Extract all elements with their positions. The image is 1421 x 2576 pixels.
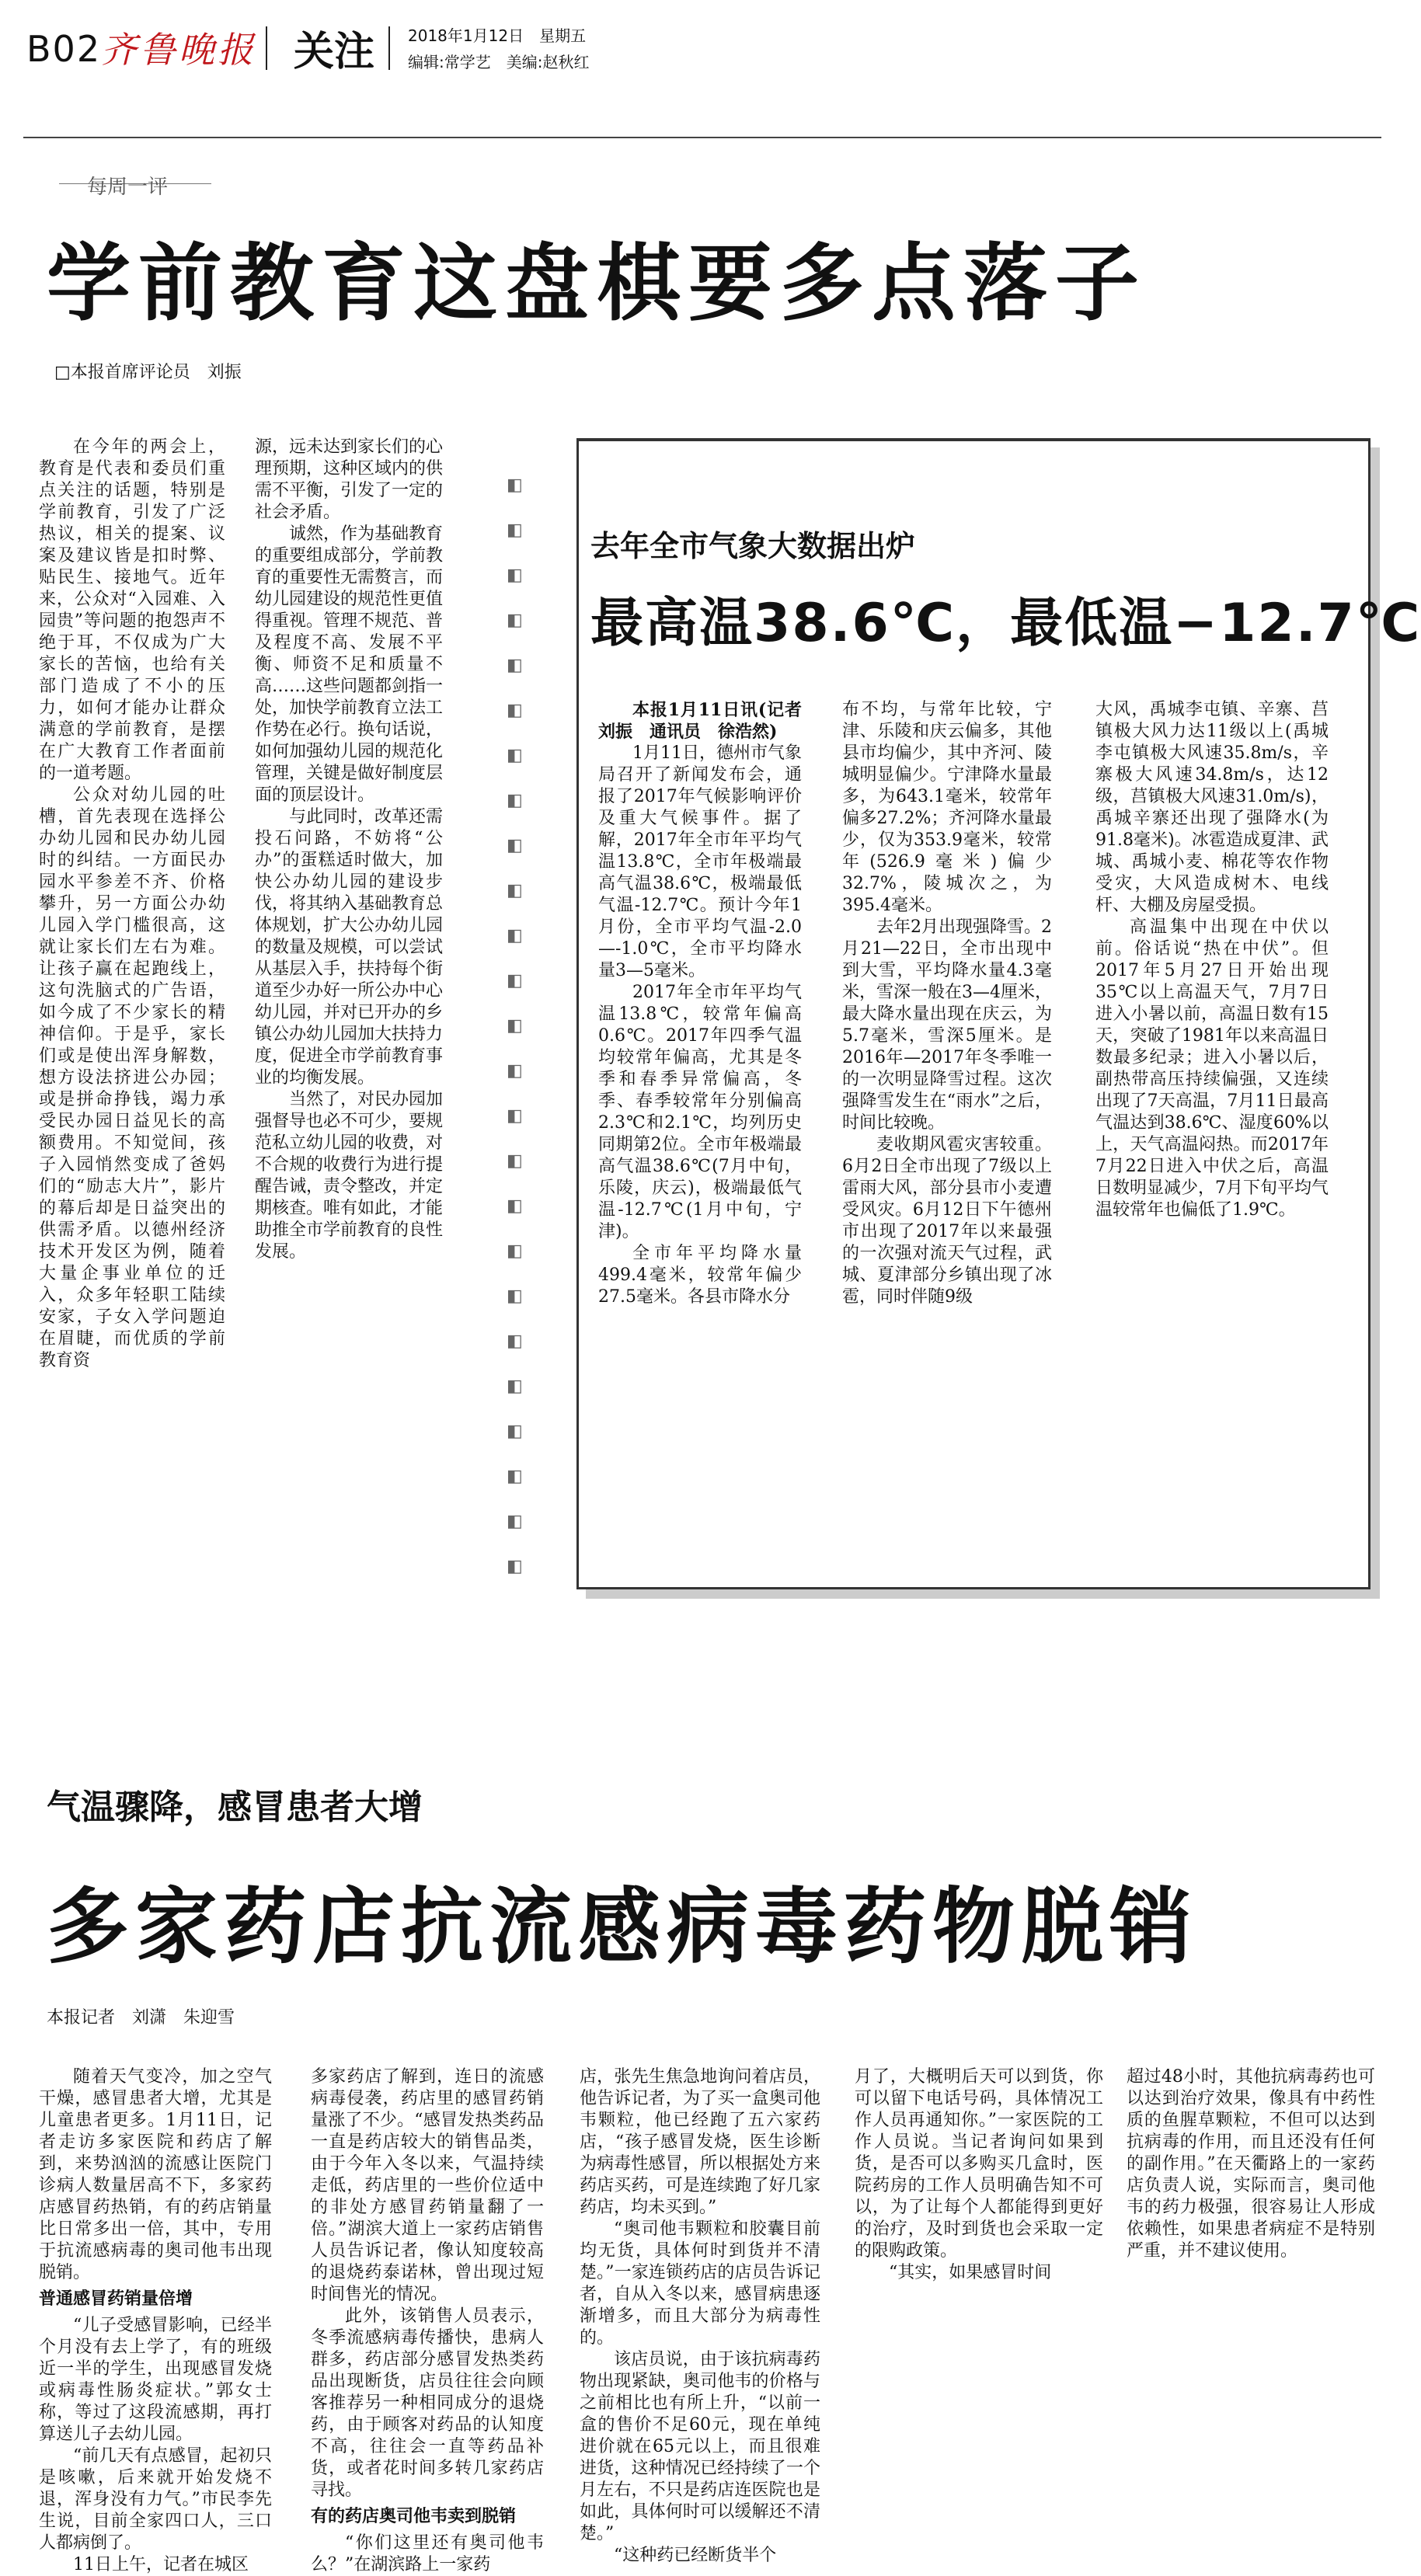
paragraph: 诚然，作为基础教育的重要组成部分，学前教育的重要性无需赘言，而幼儿园建设的规范性更值得重视。管理不规范、普及程度不高、发展不平衡、师资不足和质量不高……这些问题都剑指一处，加快学前教育立法工作势在必行。换句话说，如何加强幼儿园的规范化管理，关键是做好制度层面的顶层设计。 bbox=[255, 524, 444, 805]
article1-headline: 学前教育这盘棋要多点落子 bbox=[47, 235, 1148, 332]
article1-column-1 bbox=[39, 437, 225, 1617]
film-strip-icon: ◧ bbox=[507, 1377, 523, 1396]
header-rule bbox=[23, 137, 1381, 138]
film-strip-icon: ◧ bbox=[507, 1332, 523, 1351]
film-strip-icon: ◧ bbox=[507, 791, 523, 810]
film-strip-icon: ◧ bbox=[507, 836, 523, 855]
film-strip-icon: ◧ bbox=[507, 1241, 523, 1261]
newspaper-logo: 齐鲁晚报 bbox=[101, 29, 256, 71]
film-strip-icon: ◧ bbox=[507, 1106, 523, 1126]
paragraph: 随着天气变冷，加之空气干燥，感冒患者大增，尤其是儿童患者更多。1月11日，记者走访多家医院和药店了解到，来势汹汹的流感让医院门诊病人数量居高不下，多家药店感冒药热销，有的药店销量比日常多出一倍，其中，专用于抗流感病毒的奥司他韦出现脱销。 bbox=[39, 2067, 272, 2282]
film-strip-icon: ◧ bbox=[507, 566, 523, 585]
article2-column-2 bbox=[311, 2066, 544, 2574]
film-strip-icon: ◧ bbox=[507, 1286, 523, 1306]
paragraph: 多家药店了解到，连日的流感病毒侵袭，药店里的感冒药销量涨了不少。“感冒发热类药品一直是药店较大的销售品类，由于今年入冬以来，气温持续走低，药店里的一些价位适中的非处方感冒药销量翻了一倍。”湖滨大道上一家药店销售人员告诉记者，像认知度较高的退烧药泰诺林，曾出现过短时间售光的情况。 bbox=[311, 2067, 544, 2304]
article1-column-2 bbox=[255, 437, 443, 1617]
paragraph: 此外，该销售人员表示，冬季流感病毒传播快，患病人群多，药店部分感冒发热类药品出现断货，店员往往会向顾客推荐另一种相同成分的退烧药，由于顾客对药品的认知度不高，往往会一直等药品补货，或者花时间多转几家药店寻找。 bbox=[311, 2306, 544, 2500]
paragraph: 超过48小时，其他抗病毒药也可以达到治疗效果，像具有中药性质的鱼腥草颗粒，不但可以达到抗病毒的作用，而且还没有任何的副作用。”在天衢路上的一家药店负责人说，实际而言，奥司他韦的药力极强，很容易让人形成依赖性，如果患者病症不是特别严重，并不建议使用。 bbox=[1127, 2067, 1375, 2261]
section-title: 关注 bbox=[294, 29, 375, 75]
editors-credit: 编辑:常学艺 美编:赵秋红 bbox=[408, 53, 590, 71]
weather-byline: 本报1月11日讯(记者 刘振 通讯员 徐浩然) bbox=[598, 700, 802, 742]
article2-column-3 bbox=[580, 2066, 820, 2565]
film-strip-icon: ◧ bbox=[507, 1512, 523, 1531]
paragraph: 去年2月出现强降雪。2月21—22日，全市出现中到大雪，平均降水量4.3毫米，雪深一般在3—4厘米，最大降水量出现在庆云，为5.7毫米，雪深5厘米。是2016年—2017年冬季唯一的一次明显降雪过程。这次强降雪发生在“雨水”之后，时间比较晚。 bbox=[842, 917, 1052, 1133]
article2-column-5 bbox=[1127, 2066, 1375, 2369]
film-strip-icon: ◧ bbox=[507, 1016, 523, 1036]
paragraph: 月了，大概明后天可以到货，你可以留下电话号码，具体情况工作人员再通知你。”一家医院的工作人员说。当记者询问如果到货，是否可以多购买几盒时，医院药房的工作人员明确告知不可以，为了让每个人都能得到更好的治疗，及时到货也会采取一定的限购政策。 bbox=[855, 2067, 1103, 2261]
weather-column-1 bbox=[598, 699, 802, 1569]
weather-subhead: 去年全市气象大数据出炉 bbox=[590, 529, 916, 563]
film-strip-icon: ◧ bbox=[507, 1422, 523, 1441]
film-strip-icon: ◧ bbox=[507, 520, 523, 540]
paragraph: 1月11日，德州市气象局召开了新闻发布会，通报了2017年气候影响评价及重大气候事件。据了解，2017年全市年平均气温13.8℃，全市年极端最高气温38.6℃，极端最低气温-12.7℃。预计今年1月份，全市平均气温-2.0—-1.0℃，全市平均降水量3—5毫米。 bbox=[598, 743, 802, 980]
film-strip-icon: ◧ bbox=[507, 881, 523, 900]
article2-headline: 多家药店抗流感病毒药物脱销 bbox=[47, 1879, 1198, 1975]
column-tag: 每周一评 bbox=[87, 176, 169, 199]
masthead-divider bbox=[388, 26, 390, 70]
paragraph: “奥司他韦颗粒和胶囊目前均无货，具体何时到货并不清楚。”一家连锁药店的店员告诉记者，自从入冬以来，感冒病患逐渐增多，而且大部分为病毒性的。 bbox=[580, 2219, 820, 2348]
article2-column-1 bbox=[39, 2066, 272, 2574]
paragraph: 该店员说，由于该抗病毒药物出现紧缺，奥司他韦的价格与之前相比也有所上升，“以前一盒的售价不足60元，现在单纯进价就在65元以上，而且很难进货，这种情况已经持续了一个月左右，不只是药店连医院也是如此，具体何时可以缓解还不清楚。” bbox=[580, 2350, 820, 2543]
masthead-divider bbox=[266, 26, 267, 70]
section-subhead: 有的药店奥司他韦卖到脱销 bbox=[311, 2507, 517, 2526]
film-strip-icon: ◧ bbox=[507, 475, 523, 495]
article2-subhead: 气温骤降，感冒患者大增 bbox=[47, 1788, 423, 1827]
paragraph: 2017年全市年平均气温13.8℃，较常年偏高0.6℃。2017年四季气温均较常年偏高，尤其是冬季和春季异常偏高，冬季、春季较常年分别偏高2.3℃和2.1℃，均列历史同期第2位。全市年极端最高气温38.6℃(7月中旬，乐陵，庆云)，极端最低气温-12.7℃(1月中旬，宁津)。 bbox=[598, 983, 802, 1241]
film-strip-icon: ◧ bbox=[507, 926, 523, 945]
paragraph: 大风，禹城李屯镇、辛寨、莒镇极大风力达11级以上(禹城李屯镇极大风速35.8m/s，辛寨极大风速34.8m/s，达12级，莒镇极大风速31.0m/s)，禹城辛寨还出现了强降水(为91.8毫米)。冰雹造成夏津、武城、禹城小麦、棉花等农作物受灾，大风造成树木、电线杆、大棚及房屋受损。 bbox=[1095, 700, 1329, 915]
film-strip-icon: ◧ bbox=[507, 611, 523, 630]
article1-byline: □本报首席评论员 刘振 bbox=[54, 363, 242, 382]
film-strip-icon: ◧ bbox=[507, 1196, 523, 1216]
page-number: B02 bbox=[26, 28, 102, 70]
section-subhead: 普通感冒药销量倍增 bbox=[39, 2289, 193, 2309]
paragraph: 麦收期风雹灾害较重。6月2日全市出现了7级以上雷雨大风，部分县市小麦遭受风灾。6月12日下午德州市出现了2017年以来最强的一次强对流天气过程，武城、夏津部分乡镇出现了冰雹，同时伴随9级 bbox=[842, 1135, 1052, 1307]
paragraph: 公众对幼儿园的吐槽，首先表现在选择公办幼儿园和民办幼儿园时的纠结。一方面民办园水平参差不齐、价格攀升，另一方面公办幼儿园入学门槛很高，这就让家长们左右为难。让孩子赢在起跑线上，这句洗脑式的广告语，如今成了不少家长的精神信仰。于是乎，家长们或是使出浑身解数，想方设法挤进公办园；或是拼命挣钱，竭力承受民办园日益见长的高额费用。不知觉间，孩子入园悄然变成了爸妈们的“励志大片”，影片的幕后却是日益突出的供需矛盾。以德州经济技术开发区为例，随着大量企事业单位的迁入，众多年轻职工陆续安家，子女入学问题迫在眉睫，而优质的学前教育资 bbox=[39, 785, 225, 1370]
paragraph: “这种药已经断货半个 bbox=[614, 2546, 777, 2565]
film-strip-icon: ◧ bbox=[507, 656, 523, 675]
article2-byline: 本报记者 刘潇 朱迎雪 bbox=[47, 2008, 235, 2028]
weather-column-3 bbox=[1095, 699, 1329, 1569]
paragraph: 与此同时，改革还需投石问路，不妨将“公办”的蛋糕适时做大，加快公办幼儿园的建设步伐，将其纳入基础教育总体规划，扩大公办幼儿园的数量及规模，可以尝试从基层入手，扶持每个街道至少办好一所公办中心幼儿园，并对已开办的乡镇公办幼儿园加大扶持力度，促进全市学前教育事业的均衡发展。 bbox=[255, 807, 444, 1088]
paragraph: “儿子受感冒影响，已经半个月没有去上学了，有的班级近一半的学生，出现感冒发烧或病毒性肠炎症状。”郭女士称，等过了这段流感期，再打算送儿子去幼儿园。 bbox=[39, 2316, 272, 2444]
article2-column-4 bbox=[855, 2066, 1103, 2369]
film-strip-icon: ◧ bbox=[507, 1061, 523, 1081]
film-strip-icon: ◧ bbox=[507, 1467, 523, 1486]
paragraph: 全市年平均降水量499.4毫米，较常年偏少27.5毫米。各县市降水分 bbox=[598, 1244, 802, 1307]
paragraph: “你们这里还有奥司他韦么？”在湖滨路上一家药 bbox=[311, 2533, 544, 2574]
paragraph: 布不均，与常年比较，宁津、乐陵和庆云偏多，其他县市均偏少，其中齐河、陵城明显偏少。宁津降水量最多，为643.1毫米，较常年偏多27.2%；齐河降水量最少，仅为353.9毫米，较常年(526.9毫米)偏少32.7%，陵城次之，为395.4毫米。 bbox=[842, 700, 1052, 915]
film-strip-icon: ◧ bbox=[507, 701, 523, 720]
issue-date: 2018年1月12日 星期五 bbox=[408, 26, 587, 45]
paragraph: “其实，如果感冒时间 bbox=[889, 2263, 1052, 2282]
weather-column-2 bbox=[842, 699, 1052, 1569]
weather-headline: 最高温38.6℃，最低温−12.7℃ bbox=[590, 593, 1421, 654]
paragraph: 当然了，对民办园加强督导也必不可少，要规范私立幼儿园的收费，对不合规的收费行为进行提醒告诫，责令整改，并定期核查。唯有如此，才能助推全市学前教育的良性发展。 bbox=[255, 1090, 444, 1262]
paragraph: 在今年的两会上，教育是代表和委员们重点关注的话题，特别是学前教育，引发了广泛热议，相关的提案、议案及建议皆是扣时弊、贴民生、接地气。近年来，公众对“入园难、入园贵”等问题的抱怨声不绝于耳，不仅成为广大家长的苦恼，也给有关部门造成了不小的压力，如何才能办让群众满意的学前教育，是摆在广大教育工作者面前的一道考题。 bbox=[39, 437, 225, 783]
paragraph: 店，张先生焦急地询问着店员，他告诉记者，为了买一盒奥司他韦颗粒，他已经跑了五六家药店，“孩子感冒发烧，医生诊断为病毒性感冒，所以根据处方来药店买药，可是连续跑了好几家药店，均未买到。” bbox=[580, 2067, 820, 2217]
film-strip-icon: ◧ bbox=[507, 746, 523, 765]
paragraph: 11日上午，记者在城区 bbox=[73, 2555, 249, 2574]
paragraph: “前几天有点感冒，起初只是咳嗽，后来就开始发烧不退，浑身没有力气。”市民李先生说，目前全家四口人，三口人都病倒了。 bbox=[39, 2446, 272, 2553]
paragraph: 源，远未达到家长们的心理预期，这种区域内的供需不平衡，引发了一定的社会矛盾。 bbox=[255, 437, 444, 522]
film-strip-icon: ◧ bbox=[507, 1557, 523, 1576]
paragraph: 高温集中出现在中伏以前。俗话说“热在中伏”。但2017年5月27日开始出现35℃以上高温天气，7月7日进入小暑以前，高温日数有15天，突破了1981年以来高温日数最多纪录；进入小暑以后，副热带高压持续偏强，又连续出现了7天高温，7月11日最高气温达到38.6℃、湿度60%以上，天气高温闷热。而2017年7月22日进入中伏之后，高温日数明显减少，7月下旬平均气温较常年也偏低了1.9℃。 bbox=[1095, 917, 1329, 1220]
film-strip-icon: ◧ bbox=[507, 971, 523, 990]
film-strip-icon: ◧ bbox=[507, 1151, 523, 1171]
